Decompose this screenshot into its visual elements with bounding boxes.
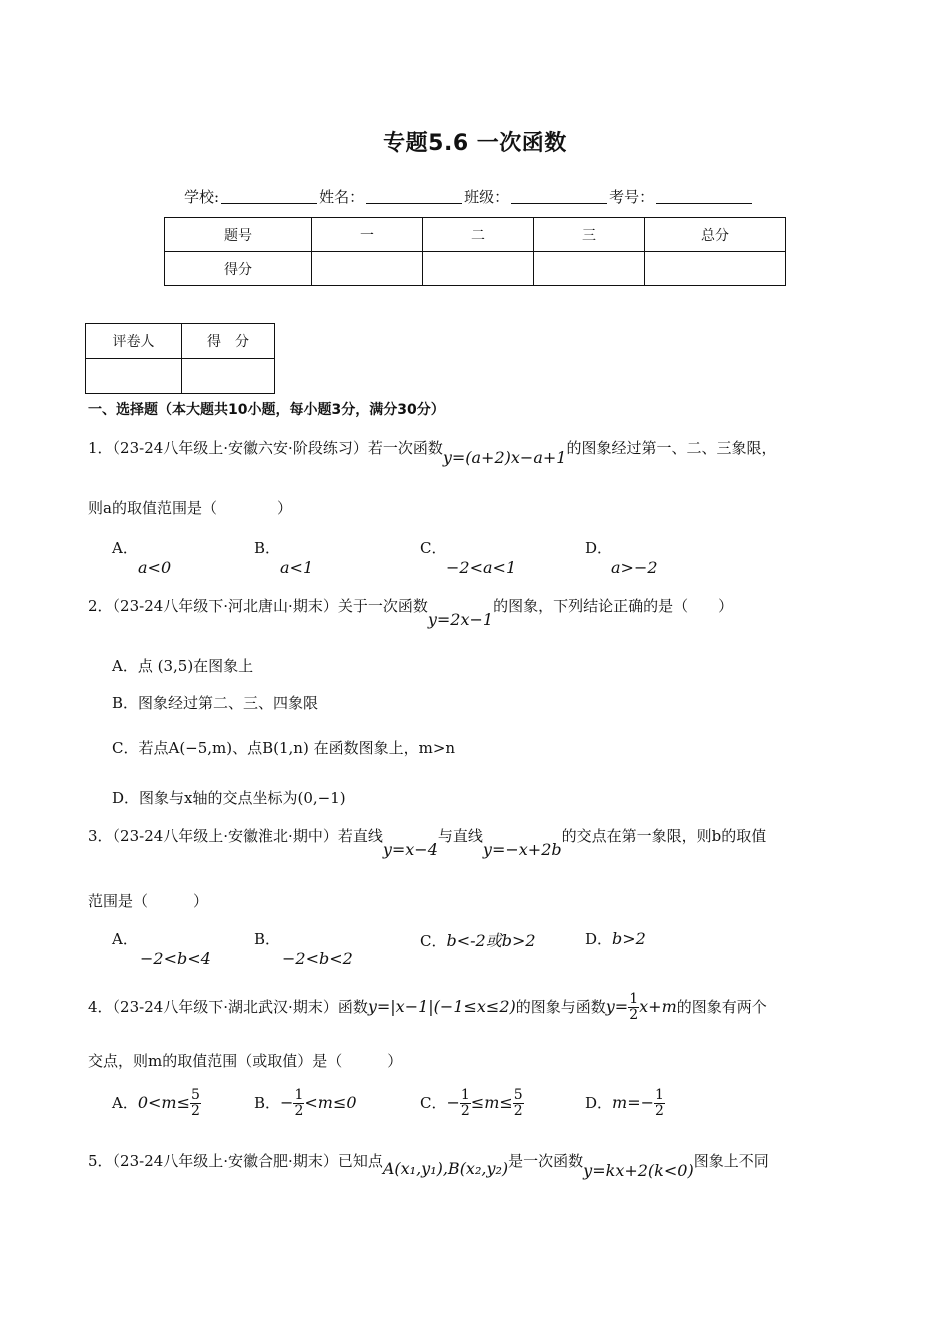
question-text: 的图象经过第一、二、三象限， [566, 439, 777, 457]
question-source: （23-24八年级下·河北唐山·期末）关于一次函数 [112, 597, 428, 615]
grader-header-row [86, 324, 275, 359]
q1-option-a[interactable] [112, 537, 171, 577]
q2-option-c[interactable] [112, 737, 455, 758]
option-math [612, 1087, 665, 1119]
q3-option-c[interactable] [420, 928, 536, 951]
formula-part: x+m [639, 997, 677, 1016]
question-number: 5． [88, 1152, 113, 1170]
question-middle: 与直线 [437, 827, 483, 845]
q4-option-a[interactable] [112, 1088, 201, 1119]
question-source: （23-24八年级上·安徽六安·阶段练习）若一次函数 [112, 439, 443, 457]
option-label: D． [585, 930, 613, 948]
class-label: 班级： [464, 188, 510, 206]
question-number: 1． [88, 439, 113, 457]
option-math [446, 1087, 523, 1119]
q4-option-c[interactable] [420, 1088, 524, 1119]
name-label: 姓名： [319, 188, 365, 206]
class-blank[interactable] [511, 188, 607, 204]
option-text: 点 (3,5)在图象上 [137, 657, 254, 675]
question-number: 3． [88, 827, 113, 845]
score-header-cell: 题号 [165, 218, 312, 252]
denominator: 2 [655, 1103, 664, 1119]
q3-option-b[interactable] [254, 928, 353, 968]
numerator: 1 [294, 1087, 304, 1103]
option-label: D． [585, 1094, 613, 1112]
score-cell[interactable] [645, 252, 786, 286]
math-part: − [280, 1093, 294, 1112]
q4-option-b[interactable] [254, 1088, 357, 1119]
question-4-line2: 交点，则m的取值范围（或取值）是（ ） [88, 1052, 403, 1070]
fraction [654, 1088, 665, 1119]
question-1 [88, 437, 777, 467]
question-formula-2 [605, 991, 677, 1023]
option-math: −2<a<1 [446, 558, 517, 577]
question-text: 的图象，下列结论正确的是（ ） [493, 597, 734, 615]
question-formula-1: A(x₁,y₁),B(x₂,y₂) [382, 1159, 509, 1178]
q1-option-d[interactable] [585, 537, 658, 577]
option-math [280, 1087, 357, 1119]
option-label: A． [112, 1094, 138, 1112]
question-5 [88, 1150, 769, 1180]
option-label: B． [254, 539, 281, 557]
score-cell[interactable] [423, 252, 534, 286]
grader-header-cell: 得 分 [182, 324, 275, 359]
grader-row [86, 359, 275, 394]
school-blank[interactable] [221, 188, 317, 204]
fraction [628, 992, 639, 1023]
option-math: −2<b<2 [282, 949, 353, 968]
math-part: m=− [612, 1093, 655, 1112]
score-header-cell: 总分 [645, 218, 786, 252]
question-4 [88, 992, 767, 1023]
question-formula-1: y=x−4 [382, 840, 438, 859]
q3-option-a[interactable] [112, 928, 211, 968]
denominator: 2 [191, 1103, 200, 1119]
question-formula: y=(a+2)x−a+1 [442, 448, 567, 467]
grader-table [85, 323, 275, 394]
score-table [164, 217, 786, 286]
math-part: 0<m≤ [137, 1093, 191, 1112]
section-title: 一、选择题（本大题共10小题，每小题3分，满分30分） [88, 402, 445, 418]
score-header-cell: 一 [312, 218, 423, 252]
student-info-line [184, 186, 754, 207]
question-text: 的交点在第一象限，则b的取值 [561, 827, 767, 845]
school-label: 学校: [184, 188, 220, 206]
q2-option-a[interactable] [112, 655, 253, 676]
option-text: 图象经过第二、三、四象限 [138, 694, 319, 712]
option-math [137, 1087, 201, 1119]
option-math: −2<b<4 [140, 949, 211, 968]
question-source: （23-24八年级上·安徽淮北·期中）若直线 [112, 827, 383, 845]
option-label: B． [112, 694, 139, 712]
score-table-header-row [165, 218, 786, 252]
q3-option-d[interactable] [585, 928, 646, 949]
numerator: 1 [460, 1087, 470, 1103]
q2-option-b[interactable] [112, 692, 318, 713]
denominator: 2 [629, 1007, 639, 1023]
math-part: − [446, 1093, 460, 1112]
score-row-label: 得分 [165, 252, 312, 286]
question-text: 的图象有两个 [676, 998, 767, 1016]
question-3 [88, 825, 767, 859]
option-label: D． [585, 539, 613, 557]
option-text: 若点A(−5,m)、点B(1,n) 在函数图象上，m>n [138, 739, 456, 757]
numerator: 1 [629, 991, 639, 1007]
name-blank[interactable] [366, 188, 462, 204]
formula-part: y= [605, 997, 629, 1016]
number-label: 考号： [609, 188, 655, 206]
score-cell[interactable] [312, 252, 423, 286]
question-formula-2: y=−x+2b [482, 840, 562, 859]
option-label: C． [420, 932, 447, 950]
option-math: b>2 [612, 929, 646, 948]
q1-option-c[interactable] [420, 537, 516, 577]
option-label: A． [112, 539, 138, 557]
grader-header-cell: 评卷人 [86, 324, 182, 359]
option-label: C． [420, 1094, 447, 1112]
fraction [293, 1088, 304, 1119]
question-middle: 的图象与函数 [515, 998, 606, 1016]
option-label: A． [112, 657, 138, 675]
option-math: a<0 [138, 558, 172, 577]
denominator: 2 [294, 1103, 304, 1119]
numerator: 1 [655, 1087, 664, 1103]
score-header-cell: 二 [423, 218, 534, 252]
question-text: 图象上不同 [693, 1152, 769, 1170]
fraction [513, 1088, 524, 1119]
option-label: C． [112, 739, 139, 757]
option-math: a<1 [280, 558, 314, 577]
option-label: A． [112, 930, 138, 948]
grader-cell[interactable] [182, 359, 275, 394]
denominator: 2 [513, 1103, 523, 1119]
question-source: （23-24八年级上·安徽合肥·期末）已知点 [112, 1152, 383, 1170]
question-middle: 是一次函数 [508, 1152, 584, 1170]
math-part: <m≤0 [304, 1093, 357, 1112]
question-1-line2: 则a的取值范围是（ ） [88, 499, 292, 517]
numerator: 5 [191, 1087, 200, 1103]
score-header-cell: 三 [534, 218, 645, 252]
page-title: 专题5.6 一次函数 [383, 131, 567, 156]
question-formula: y=2x−1 [427, 610, 494, 629]
fraction [190, 1088, 201, 1119]
denominator: 2 [460, 1103, 470, 1119]
question-formula-1: y=|x−1|(−1≤x≤2) [367, 997, 516, 1016]
question-source: （23-24八年级下·湖北武汉·期末）函数 [112, 998, 368, 1016]
question-2 [88, 595, 734, 629]
option-math: a>−2 [611, 558, 658, 577]
option-label: C． [420, 539, 447, 557]
option-math: b<-2或b>2 [446, 931, 536, 950]
score-table-row [165, 252, 786, 286]
math-part: ≤m≤ [470, 1093, 513, 1112]
option-label: D． [112, 789, 140, 807]
grader-cell[interactable] [86, 359, 182, 394]
score-cell[interactable] [534, 252, 645, 286]
question-3-line2: 范围是（ ） [88, 892, 209, 910]
numerator: 5 [513, 1087, 523, 1103]
q1-option-b[interactable] [254, 537, 313, 577]
option-label: B． [254, 930, 281, 948]
fraction [460, 1088, 471, 1119]
q4-option-d[interactable] [585, 1088, 665, 1119]
question-number: 4． [88, 998, 113, 1016]
question-formula-2: y=kx+2(k<0) [583, 1161, 694, 1180]
option-text: 图象与x轴的交点坐标为(0,−1) [139, 789, 346, 807]
question-number: 2． [88, 597, 113, 615]
number-blank[interactable] [656, 188, 752, 204]
q2-option-d[interactable] [112, 787, 346, 808]
option-label: B． [254, 1094, 281, 1112]
